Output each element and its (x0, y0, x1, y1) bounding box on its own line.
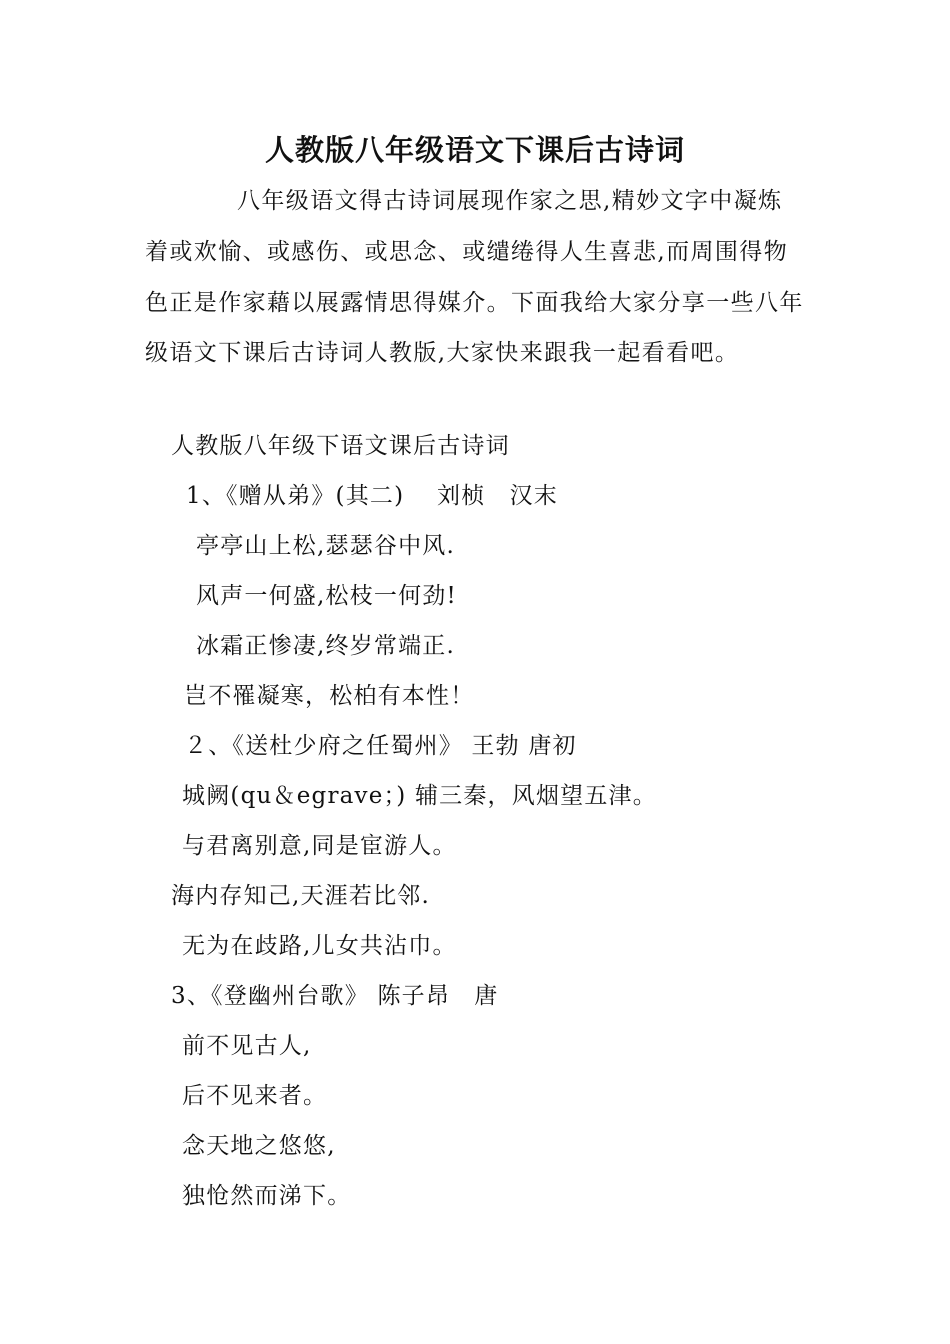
document-title: 人教版八年级语文下课后古诗词 (264, 133, 685, 167)
poem3-line-1: 前不见古人, (182, 1033, 312, 1059)
poem3-line-3: 念天地之悠悠, (182, 1133, 336, 1159)
poem1-heading: 1、《赠从弟》(其二) 刘桢 汉末 (186, 483, 558, 509)
poem2-line-4: 无为在歧路,儿女共沾巾。 (182, 933, 457, 959)
poem1-line-4: 岂不罹凝寒，松柏有本性！ (184, 683, 475, 709)
poem1-line-3: 冰霜正惨凄,终岁常端正. (196, 633, 456, 659)
poem2-heading: ２、《送杜少府之任蜀州》 王勃 唐初 (184, 733, 577, 759)
intro-paragraph: 八年级语文得古诗词展现作家之思,精妙文字中凝炼着或欢愉、或感伤、或思念、或缱绻得人生喜悲,而周围得物色正是作家藉以展露情思得媒介。下面我给大家分享一些八年级语文下课后古诗词人教版,大家快来跟我一起看看吧。 (145, 188, 804, 367)
poem3-line-2: 后不见来者。 (182, 1083, 328, 1109)
poem2-line-2: 与君离别意,同是宦游人。 (182, 833, 457, 859)
poem3-line-4: 独怆然而涕下。 (182, 1183, 352, 1209)
poem1-line-1: 亭亭山上松,瑟瑟谷中风. (196, 533, 456, 559)
poem3-heading: 3、《登幽州台歌》 陈子昂 唐 (171, 983, 499, 1009)
section-heading: 人教版八年级下语文课后古诗词 (171, 433, 510, 459)
poem2-line-3: 海内存知己,天涯若比邻. (171, 883, 431, 909)
poem1-line-2: 风声一何盛,松枝一何劲! (196, 583, 457, 609)
poem2-line-1: 城阙(qu＆egrave；) 辅三秦，风烟望五津。 (182, 783, 657, 809)
